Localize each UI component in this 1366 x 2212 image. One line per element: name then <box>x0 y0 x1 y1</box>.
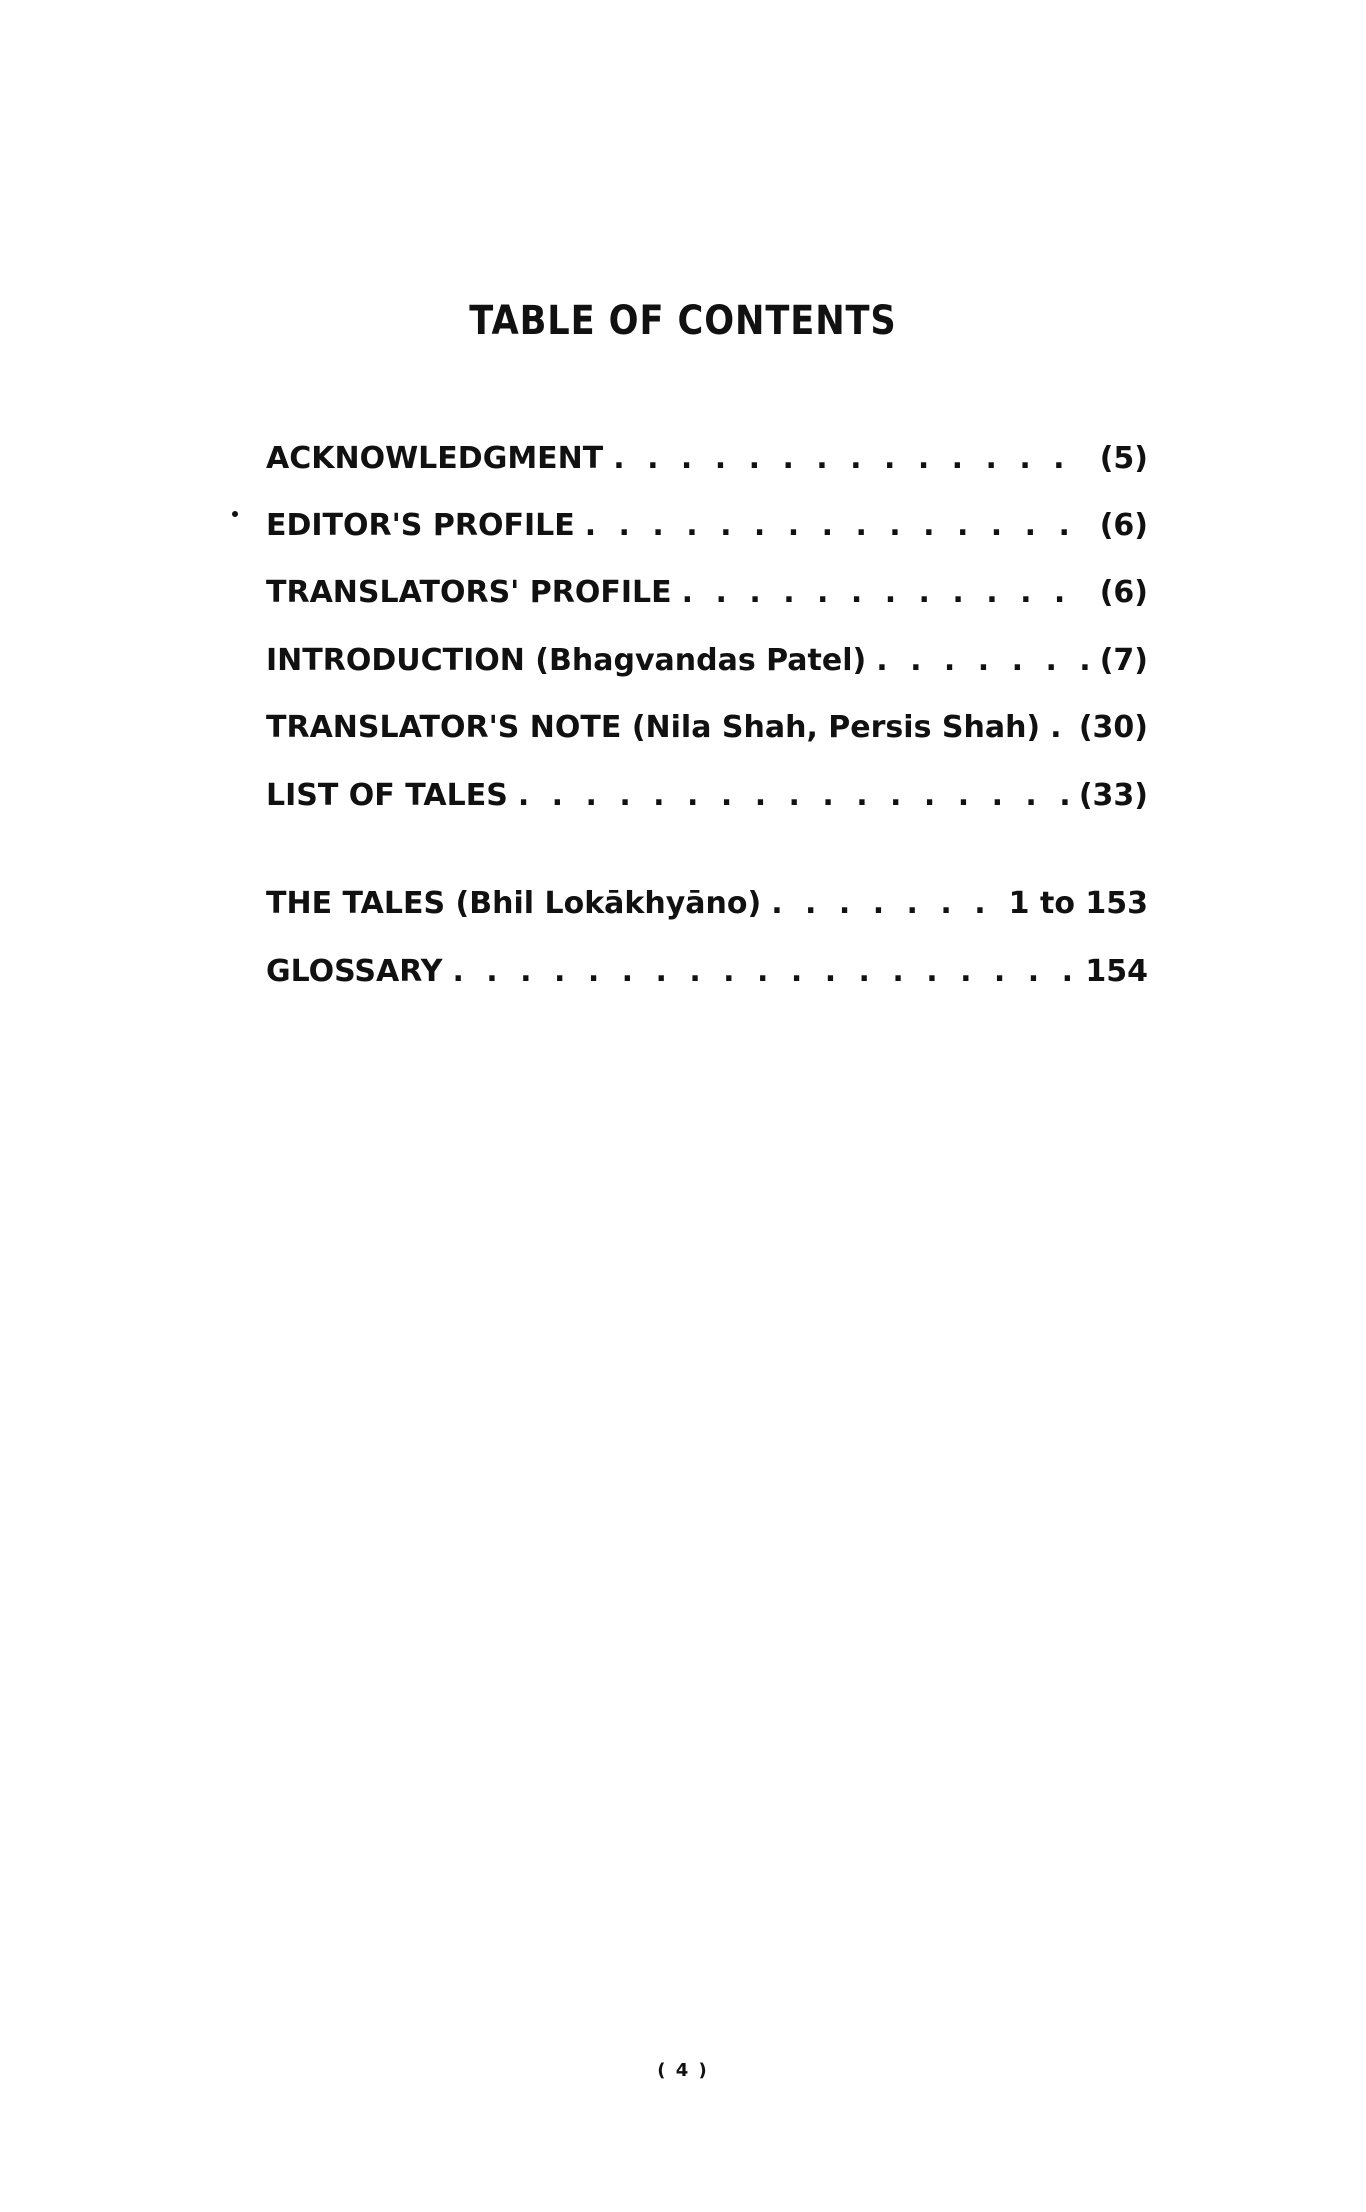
toc-entry-label: GLOSSARY <box>266 954 443 989</box>
toc-entry-introduction[interactable] <box>266 636 1148 686</box>
toc-entry-label: TRANSLATORS' PROFILE <box>266 575 672 610</box>
dot-leader <box>876 636 1089 686</box>
dot-leader <box>1050 703 1069 753</box>
toc-entry-acknowledgment[interactable] <box>266 434 1148 484</box>
toc-entry-label: EDITOR'S PROFILE <box>266 508 575 543</box>
toc-entry-label: ACKNOWLEDGMENT <box>266 441 604 476</box>
toc-entry-page: (6) <box>1099 575 1148 610</box>
toc-entry-label: LIST OF TALES <box>266 778 508 813</box>
dot-leader <box>682 568 1090 618</box>
toc-entry-page: (33) <box>1078 778 1148 813</box>
toc-entry-editors-profile[interactable] <box>266 501 1148 551</box>
toc-entry-label: THE TALES (Bhil Lokākhyāno) <box>266 886 762 921</box>
dot-leader <box>518 771 1069 821</box>
dot-leader <box>771 879 998 929</box>
toc-entry-glossary[interactable] <box>266 947 1148 997</box>
toc-entry-translators-profile[interactable] <box>266 568 1148 618</box>
toc-entry-label: INTRODUCTION (Bhagvandas Patel) <box>266 643 867 678</box>
toc-entry-page: (7) <box>1099 643 1148 678</box>
margin-bullet-mark <box>232 511 238 517</box>
toc-entry-page: (30) <box>1078 710 1148 745</box>
toc-entry-page: (6) <box>1099 508 1148 543</box>
toc-entry-page: (5) <box>1099 441 1148 476</box>
toc-entry-page: 154 <box>1085 954 1148 989</box>
toc-entry-page: 1 to 153 <box>1008 886 1148 921</box>
dot-leader <box>585 501 1090 551</box>
toc-entry-translators-note[interactable] <box>266 703 1148 753</box>
dot-leader <box>452 947 1075 997</box>
toc-entry-label: TRANSLATOR'S NOTE (Nila Shah, Persis Shah) <box>266 710 1041 745</box>
toc-entry-the-tales[interactable] <box>266 879 1148 929</box>
page-number: ( 4 ) <box>657 2060 709 2081</box>
page-title: TABLE OF CONTENTS <box>469 298 897 344</box>
dot-leader <box>613 434 1089 484</box>
toc-entry-list-of-tales[interactable] <box>266 771 1148 821</box>
